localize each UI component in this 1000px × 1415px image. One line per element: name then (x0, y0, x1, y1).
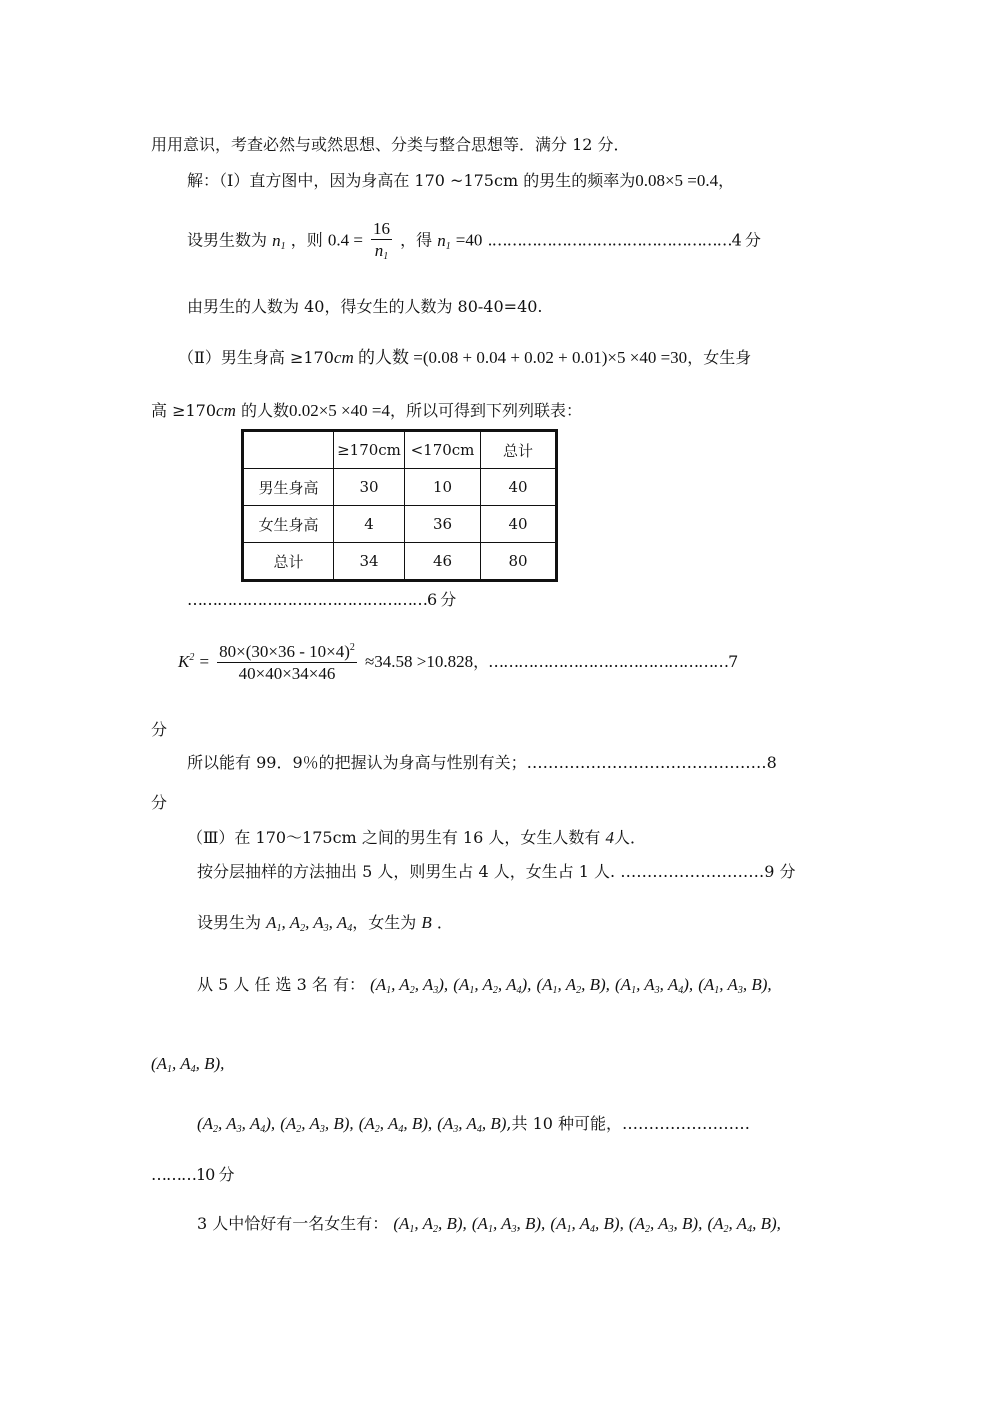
table-cell: 男生身高 (243, 469, 334, 506)
table-header-row (243, 431, 557, 469)
outcome-set: ($A_1$, $A_3$, $A_4$), (615, 975, 694, 996)
outcome-set: ($A_1$, $A_3$, B), (698, 975, 772, 996)
math-expr: 0.4 = (327, 230, 363, 250)
outcome-set: ($A_1$, $A_2$, B), (536, 975, 610, 996)
text-span: ，所以可得到下列列联表： (389, 401, 582, 420)
text-line: 用用意识，考查必然与或然思想、分类与整合思想等．满分 12 分． (151, 135, 630, 154)
contingency-table (241, 429, 558, 582)
math-var: $n_1$ (437, 230, 451, 252)
math-unit: cm (216, 401, 236, 420)
text-span: 从 5 人 任 选 3 名 有： (197, 975, 365, 994)
math-expr: ≈34.58 >10.828 (364, 652, 474, 671)
outcome-set: ($A_1$, $A_2$, $A_3$), (370, 975, 449, 996)
text-span: ，女生身 (687, 348, 752, 367)
dot-leader: ，…………………………………………7 (473, 652, 738, 671)
table-cell: 总计 (481, 431, 557, 469)
table-cell: 34 (334, 543, 405, 581)
math-expr: = (199, 652, 210, 671)
fraction: $\frac{16}{n_1}$ (373, 219, 390, 262)
outcome-set: ($A_2$, $A_4$, B), (707, 1214, 781, 1235)
table-cell: 10 (405, 469, 481, 506)
table-row (243, 506, 557, 543)
text-line (178, 349, 751, 366)
math-var: $K^2$ (178, 652, 195, 671)
text-line (187, 829, 646, 846)
text-line: ($A_2$, $A_3$, $A_4$), ($A_2$, $A_3$, B), ($A_2$, $A_4$, B), ($A_3$, $A_4$, B),共 10 种可能，…………………… (197, 1114, 751, 1135)
dot-leader: 共 10 种可能，…………………… (511, 1114, 751, 1133)
outcome-set: ($A_2$, $A_3$, B), (280, 1114, 354, 1135)
math-expr: 的人数 =(0.08 + 0.04 + 0.02 + 0.01)×5 ×40 =30 (353, 348, 688, 367)
table-cell: <170cm (405, 431, 481, 469)
outcome-set: ($A_2$, $A_3$, B), (628, 1214, 703, 1235)
text-line: 分 (151, 720, 168, 739)
table-cell: 40 (481, 469, 557, 506)
math-expr: 0.02×5 ×40 =4 (288, 401, 390, 420)
table-row (243, 543, 557, 581)
table-cell: 46 (405, 543, 481, 581)
text-span: ，得 (400, 230, 433, 250)
text-span: 设男生为 (197, 913, 262, 932)
math-expr: 0.08×5 =0.4 (635, 171, 719, 190)
math-set: $A_1$, $A_2$, $A_3$, $A_4$ (266, 913, 353, 934)
text-span: 的人数 (235, 401, 289, 420)
text-line (187, 220, 760, 262)
math-var: $n_1$ (272, 230, 286, 252)
table-cell: 4 (334, 506, 405, 543)
table-cell: 36 (405, 506, 481, 543)
outcome-set: ($A_2$, $A_4$, B), (358, 1114, 433, 1135)
text-line: 所以能有 99．9％的把握认为身高与性别有关；………………………………………8 (187, 753, 777, 772)
fraction: $\frac{80\times(30\times 36 - 10\times 4)^2}{40\times 40\times 34\times 46}$ (219, 642, 355, 683)
text-span: ，则 (290, 230, 323, 250)
text-line: 按分层抽样的方法抽出 5 人，则男生占 4 人，女生占 1 人. ………………………9 分 (197, 862, 796, 881)
text-line (187, 172, 734, 189)
text-line (178, 643, 737, 682)
text-line (197, 976, 772, 996)
math-expr: 4 (605, 828, 614, 847)
outcome-set: ($A_2$, $A_3$, $A_4$), (197, 1114, 276, 1135)
text-line (151, 402, 582, 419)
math-unit: cm (333, 348, 354, 367)
text-line (197, 914, 453, 934)
outcome-set: ($A_1$, $A_2$, B), (393, 1214, 467, 1235)
dot-leader: …………………………………………6 分 (187, 590, 456, 609)
outcome-set: ($A_1$, $A_4$, B), (151, 1054, 225, 1075)
text-span: （Ⅲ）在 170～175cm 之间的男生有 16 人，女生人数有 (187, 828, 601, 847)
table-cell: 总计 (243, 543, 334, 581)
table-cell: 80 (481, 543, 557, 581)
text-line (197, 1215, 781, 1235)
text-span: 设男生数为 (187, 230, 268, 250)
table-cell (243, 431, 334, 469)
dot-leader: ………10 分 (151, 1165, 234, 1184)
text-span: ，女生为 (352, 913, 417, 932)
text-line (151, 1055, 224, 1075)
text-line: 由男生的人数为 40，得女生的人数为 80-40=40. (187, 297, 543, 316)
dot-leader: .…………………………………………4 分 (487, 230, 760, 250)
text-span: （Ⅱ）男生身高 ≥170 (178, 348, 334, 367)
table-cell: 女生身高 (243, 506, 334, 543)
table-cell: 40 (481, 506, 557, 543)
table-row (243, 469, 557, 506)
table-cell: 30 (334, 469, 405, 506)
text-span: ， (718, 171, 735, 190)
outcome-set: ($A_3$, $A_4$, B) (437, 1114, 507, 1135)
outcome-set: ($A_1$, $A_3$, B), (471, 1214, 546, 1235)
math-expr: =40 (455, 230, 483, 250)
text-span: 3 人中恰好有一名女生有： (197, 1214, 389, 1233)
table-cell: ≥170cm (334, 431, 405, 469)
text-line: 分 (151, 793, 168, 812)
math-var: B (421, 913, 432, 932)
text-span: ． (431, 913, 453, 932)
text-span: 高 ≥170 (151, 401, 217, 420)
text-span: 解：（Ⅰ）直方图中，因为身高在 170 ~175cm 的男生的频率为 (187, 171, 636, 190)
outcome-set: ($A_1$, $A_2$, $A_4$), (453, 975, 532, 996)
text-span: 人． (613, 828, 646, 847)
outcome-set: ($A_1$, $A_4$, B), (550, 1214, 624, 1235)
